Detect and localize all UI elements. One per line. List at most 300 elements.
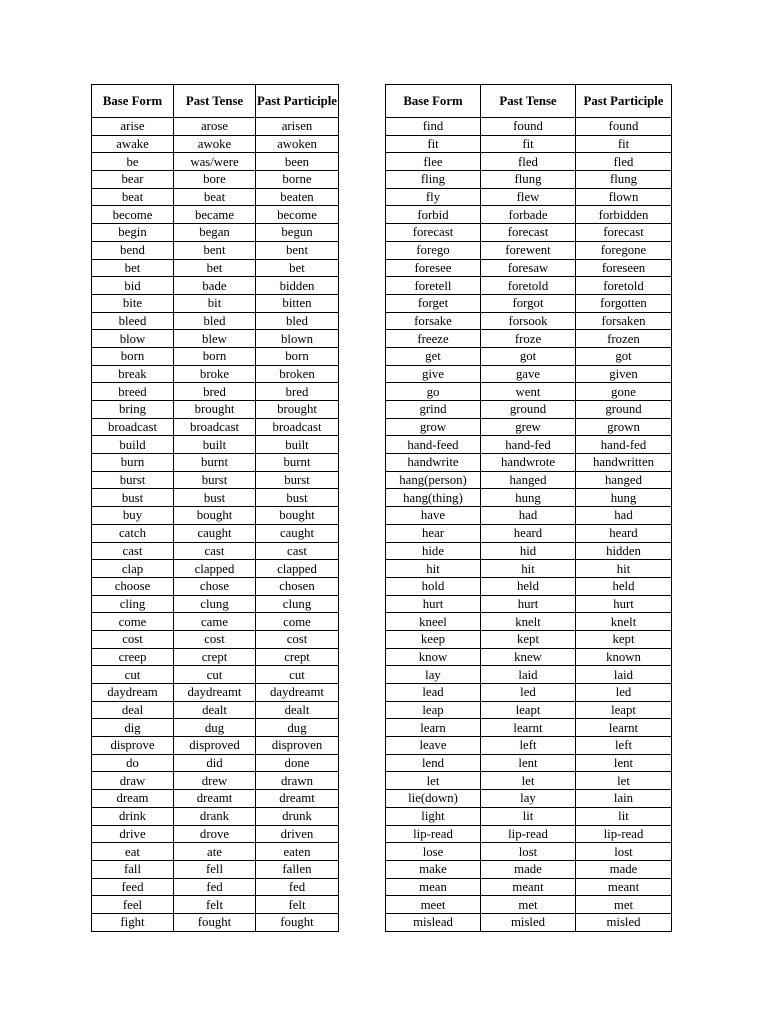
table-row	[386, 224, 672, 242]
past-participle-cell: lit	[576, 807, 672, 825]
past-tense-cell: chose	[174, 577, 256, 595]
past-participle-cell: eaten	[256, 843, 339, 861]
past-tense-cell: forewent	[481, 241, 576, 259]
past-participle-cell: clapped	[256, 560, 339, 578]
past-participle-cell: forgotten	[576, 294, 672, 312]
past-participle-cell: leapt	[576, 701, 672, 719]
base-form-cell: hold	[386, 577, 481, 595]
past-participle-cell: forbidden	[576, 206, 672, 224]
base-form-cell: broadcast	[92, 418, 174, 436]
past-tense-cell: brought	[174, 401, 256, 419]
base-form-cell: fling	[386, 171, 481, 189]
base-form-cell: dream	[92, 790, 174, 808]
past-tense-cell: built	[174, 436, 256, 454]
past-participle-cell: cut	[256, 666, 339, 684]
past-tense-cell: clung	[174, 595, 256, 613]
base-form-cell: drive	[92, 825, 174, 843]
past-tense-cell: flew	[481, 188, 576, 206]
base-form-cell: lead	[386, 684, 481, 702]
base-form-cell: burst	[92, 471, 174, 489]
table-row	[386, 118, 672, 136]
table-row	[386, 330, 672, 348]
table-row	[386, 259, 672, 277]
past-tense-cell: fell	[174, 860, 256, 878]
past-tense-cell: cast	[174, 542, 256, 560]
table-row	[92, 701, 339, 719]
past-tense-cell: felt	[174, 896, 256, 914]
past-participle-cell: hidden	[576, 542, 672, 560]
past-participle-cell: lain	[576, 790, 672, 808]
base-form-cell: foretell	[386, 277, 481, 295]
base-form-cell: mislead	[386, 913, 481, 931]
past-participle-cell: ground	[576, 401, 672, 419]
past-tense-cell: bet	[174, 259, 256, 277]
base-form-cell: bust	[92, 489, 174, 507]
base-form-cell: beat	[92, 188, 174, 206]
base-form-cell: keep	[386, 630, 481, 648]
table-row	[386, 542, 672, 560]
base-form-cell: grow	[386, 418, 481, 436]
past-tense-cell: dreamt	[174, 790, 256, 808]
table-row	[386, 241, 672, 259]
past-tense-cell: disproved	[174, 737, 256, 755]
base-form-cell: choose	[92, 577, 174, 595]
past-tense-cell: hid	[481, 542, 576, 560]
past-participle-cell: kept	[576, 630, 672, 648]
past-participle-cell: dug	[256, 719, 339, 737]
table-row	[92, 577, 339, 595]
table-row	[92, 524, 339, 542]
table-row	[386, 383, 672, 401]
base-form-cell: deal	[92, 701, 174, 719]
past-participle-cell: fled	[576, 153, 672, 171]
past-tense-cell: bit	[174, 294, 256, 312]
base-form-cell: drink	[92, 807, 174, 825]
base-form-cell: become	[92, 206, 174, 224]
base-form-cell: forget	[386, 294, 481, 312]
past-tense-cell: lost	[481, 843, 576, 861]
table-row	[92, 560, 339, 578]
past-participle-cell: grown	[576, 418, 672, 436]
base-form-cell: get	[386, 347, 481, 365]
table-row	[92, 807, 339, 825]
table-row	[92, 595, 339, 613]
past-tense-cell: left	[481, 737, 576, 755]
base-form-cell: lip-read	[386, 825, 481, 843]
past-tense-cell: drank	[174, 807, 256, 825]
table-row	[386, 401, 672, 419]
past-tense-cell: forgot	[481, 294, 576, 312]
verb-table-left	[91, 84, 339, 932]
base-form-cell: bet	[92, 259, 174, 277]
past-tense-cell: became	[174, 206, 256, 224]
past-tense-cell: broadcast	[174, 418, 256, 436]
base-form-cell: kneel	[386, 613, 481, 631]
header-row	[92, 85, 339, 118]
past-participle-cell: crept	[256, 648, 339, 666]
past-participle-cell: forsaken	[576, 312, 672, 330]
past-participle-cell: bred	[256, 383, 339, 401]
table-row	[92, 294, 339, 312]
past-tense-cell: grew	[481, 418, 576, 436]
base-form-cell: meet	[386, 896, 481, 914]
past-participle-cell: flung	[576, 171, 672, 189]
past-participle-cell: bet	[256, 259, 339, 277]
past-tense-cell: got	[481, 347, 576, 365]
past-participle-cell: got	[576, 347, 672, 365]
past-tense-cell: hand-fed	[481, 436, 576, 454]
column-header-past-participle: Past Participle	[256, 85, 339, 118]
past-tense-cell: knew	[481, 648, 576, 666]
past-participle-cell: beaten	[256, 188, 339, 206]
past-participle-cell: awoken	[256, 135, 339, 153]
base-form-cell: catch	[92, 524, 174, 542]
past-participle-cell: drawn	[256, 772, 339, 790]
table-row	[386, 524, 672, 542]
past-tense-cell: hung	[481, 489, 576, 507]
past-tense-cell: lent	[481, 754, 576, 772]
past-tense-cell: bred	[174, 383, 256, 401]
past-participle-cell: been	[256, 153, 339, 171]
past-tense-cell: handwrote	[481, 454, 576, 472]
table-row	[92, 224, 339, 242]
past-tense-cell: led	[481, 684, 576, 702]
past-participle-cell: bust	[256, 489, 339, 507]
table-row	[386, 701, 672, 719]
past-tense-cell: forecast	[481, 224, 576, 242]
table-row	[92, 913, 339, 931]
table-row	[92, 436, 339, 454]
past-participle-cell: led	[576, 684, 672, 702]
base-form-cell: bend	[92, 241, 174, 259]
table-row	[92, 843, 339, 861]
table-row	[92, 489, 339, 507]
base-form-cell: arise	[92, 118, 174, 136]
base-form-cell: creep	[92, 648, 174, 666]
table-row	[92, 330, 339, 348]
past-participle-cell: cost	[256, 630, 339, 648]
past-tense-cell: arose	[174, 118, 256, 136]
base-form-cell: mean	[386, 878, 481, 896]
table-row	[386, 560, 672, 578]
past-participle-cell: laid	[576, 666, 672, 684]
past-participle-cell: brought	[256, 401, 339, 419]
past-participle-cell: fit	[576, 135, 672, 153]
base-form-cell: be	[92, 153, 174, 171]
table-row	[92, 259, 339, 277]
table-row	[386, 454, 672, 472]
past-participle-cell: had	[576, 507, 672, 525]
past-tense-cell: laid	[481, 666, 576, 684]
past-tense-cell: burnt	[174, 454, 256, 472]
past-participle-cell: bidden	[256, 277, 339, 295]
past-participle-cell: broken	[256, 365, 339, 383]
past-participle-cell: foreseen	[576, 259, 672, 277]
base-form-cell: have	[386, 507, 481, 525]
past-participle-cell: hung	[576, 489, 672, 507]
past-participle-cell: frozen	[576, 330, 672, 348]
header-row	[386, 85, 672, 118]
table-row	[92, 878, 339, 896]
table-row	[386, 436, 672, 454]
table-row	[386, 277, 672, 295]
base-form-cell: cast	[92, 542, 174, 560]
past-tense-cell: dug	[174, 719, 256, 737]
table-row	[386, 312, 672, 330]
table-row	[92, 860, 339, 878]
past-participle-cell: dreamt	[256, 790, 339, 808]
past-tense-cell: beat	[174, 188, 256, 206]
base-form-cell: freeze	[386, 330, 481, 348]
base-form-cell: let	[386, 772, 481, 790]
past-tense-cell: daydreamt	[174, 684, 256, 702]
past-participle-cell: burnt	[256, 454, 339, 472]
past-participle-cell: driven	[256, 825, 339, 843]
table-row	[92, 896, 339, 914]
past-tense-cell: lay	[481, 790, 576, 808]
base-form-cell: leave	[386, 737, 481, 755]
base-form-cell: come	[92, 613, 174, 631]
table-row	[92, 542, 339, 560]
table-row	[92, 206, 339, 224]
column-header-past-tense: Past Tense	[174, 85, 256, 118]
base-form-cell: feed	[92, 878, 174, 896]
past-tense-cell: did	[174, 754, 256, 772]
base-form-cell: give	[386, 365, 481, 383]
past-tense-cell: lip-read	[481, 825, 576, 843]
past-tense-cell: knelt	[481, 613, 576, 631]
past-tense-cell: drove	[174, 825, 256, 843]
past-participle-cell: bitten	[256, 294, 339, 312]
column-header-base-form: Base Form	[386, 85, 481, 118]
base-form-cell: bear	[92, 171, 174, 189]
base-form-cell: draw	[92, 772, 174, 790]
past-participle-cell: met	[576, 896, 672, 914]
past-participle-cell: foregone	[576, 241, 672, 259]
base-form-cell: lie(down)	[386, 790, 481, 808]
column-header-past-participle: Past Participle	[576, 85, 672, 118]
base-form-cell: flee	[386, 153, 481, 171]
base-form-cell: bite	[92, 294, 174, 312]
past-participle-cell: meant	[576, 878, 672, 896]
base-form-cell: know	[386, 648, 481, 666]
past-tense-cell: ate	[174, 843, 256, 861]
table-row	[92, 719, 339, 737]
table-row	[92, 737, 339, 755]
past-tense-cell: went	[481, 383, 576, 401]
table-row	[386, 171, 672, 189]
base-form-cell: lend	[386, 754, 481, 772]
base-form-cell: awake	[92, 135, 174, 153]
past-tense-cell: made	[481, 860, 576, 878]
past-participle-cell: cast	[256, 542, 339, 560]
past-tense-cell: bought	[174, 507, 256, 525]
table-row	[386, 294, 672, 312]
past-tense-cell: found	[481, 118, 576, 136]
past-participle-cell: blown	[256, 330, 339, 348]
base-form-cell: hang(person)	[386, 471, 481, 489]
table-row	[92, 347, 339, 365]
table-row	[386, 188, 672, 206]
table-row	[386, 719, 672, 737]
table-row	[386, 843, 672, 861]
past-participle-cell: borne	[256, 171, 339, 189]
table-row	[92, 277, 339, 295]
table-row	[386, 153, 672, 171]
past-tense-cell: foretold	[481, 277, 576, 295]
past-tense-cell: came	[174, 613, 256, 631]
past-participle-cell: misled	[576, 913, 672, 931]
base-form-cell: foresee	[386, 259, 481, 277]
past-participle-cell: daydreamt	[256, 684, 339, 702]
table-row	[92, 630, 339, 648]
past-tense-cell: kept	[481, 630, 576, 648]
column-header-base-form: Base Form	[92, 85, 174, 118]
past-tense-cell: crept	[174, 648, 256, 666]
past-participle-cell: dealt	[256, 701, 339, 719]
past-participle-cell: made	[576, 860, 672, 878]
table-row	[386, 507, 672, 525]
past-participle-cell: knelt	[576, 613, 672, 631]
past-participle-cell: lent	[576, 754, 672, 772]
past-tense-cell: clapped	[174, 560, 256, 578]
past-tense-cell: caught	[174, 524, 256, 542]
past-participle-cell: hit	[576, 560, 672, 578]
past-tense-cell: heard	[481, 524, 576, 542]
table-row	[92, 772, 339, 790]
table-row	[92, 790, 339, 808]
base-form-cell: forbid	[386, 206, 481, 224]
past-participle-cell: done	[256, 754, 339, 772]
table-row	[92, 648, 339, 666]
table-row	[386, 489, 672, 507]
table-row	[386, 754, 672, 772]
table-row	[386, 896, 672, 914]
table-row	[92, 666, 339, 684]
table-row	[386, 684, 672, 702]
past-tense-cell: bent	[174, 241, 256, 259]
table-row	[92, 418, 339, 436]
past-participle-cell: foretold	[576, 277, 672, 295]
table-row	[386, 878, 672, 896]
past-participle-cell: lost	[576, 843, 672, 861]
past-participle-cell: given	[576, 365, 672, 383]
past-participle-cell: let	[576, 772, 672, 790]
past-tense-cell: was/were	[174, 153, 256, 171]
past-participle-cell: fed	[256, 878, 339, 896]
base-form-cell: breed	[92, 383, 174, 401]
base-form-cell: hurt	[386, 595, 481, 613]
base-form-cell: dig	[92, 719, 174, 737]
base-form-cell: hide	[386, 542, 481, 560]
base-form-cell: lose	[386, 843, 481, 861]
past-participle-cell: clung	[256, 595, 339, 613]
past-tense-cell: lit	[481, 807, 576, 825]
past-tense-cell: bore	[174, 171, 256, 189]
past-tense-cell: let	[481, 772, 576, 790]
table-row	[386, 807, 672, 825]
table-row	[386, 613, 672, 631]
base-form-cell: hear	[386, 524, 481, 542]
base-form-cell: burn	[92, 454, 174, 472]
table-row	[92, 754, 339, 772]
past-participle-cell: drunk	[256, 807, 339, 825]
past-tense-cell: misled	[481, 913, 576, 931]
past-participle-cell: born	[256, 347, 339, 365]
base-form-cell: hand-feed	[386, 436, 481, 454]
base-form-cell: grind	[386, 401, 481, 419]
table-row	[386, 913, 672, 931]
base-form-cell: bleed	[92, 312, 174, 330]
table-row	[92, 153, 339, 171]
base-form-cell: build	[92, 436, 174, 454]
table-row	[386, 471, 672, 489]
base-form-cell: fight	[92, 913, 174, 931]
base-form-cell: fall	[92, 860, 174, 878]
past-participle-cell: held	[576, 577, 672, 595]
past-tense-cell: meant	[481, 878, 576, 896]
past-participle-cell: flown	[576, 188, 672, 206]
past-tense-cell: fed	[174, 878, 256, 896]
base-form-cell: fit	[386, 135, 481, 153]
column-header-past-tense: Past Tense	[481, 85, 576, 118]
past-tense-cell: foresaw	[481, 259, 576, 277]
base-form-cell: handwrite	[386, 454, 481, 472]
table-body	[92, 118, 339, 932]
table-row	[386, 772, 672, 790]
base-form-cell: eat	[92, 843, 174, 861]
past-tense-cell: leapt	[481, 701, 576, 719]
table-row	[92, 825, 339, 843]
past-participle-cell: hurt	[576, 595, 672, 613]
past-tense-cell: held	[481, 577, 576, 595]
base-form-cell: fly	[386, 188, 481, 206]
past-tense-cell: bust	[174, 489, 256, 507]
verb-table-right	[385, 84, 672, 932]
table-row	[92, 188, 339, 206]
table-row	[386, 790, 672, 808]
table-row	[386, 825, 672, 843]
past-participle-cell: hand-fed	[576, 436, 672, 454]
past-tense-cell: hanged	[481, 471, 576, 489]
past-tense-cell: forsook	[481, 312, 576, 330]
table-row	[92, 613, 339, 631]
table-row	[386, 595, 672, 613]
past-participle-cell: fallen	[256, 860, 339, 878]
table-row	[386, 666, 672, 684]
past-participle-cell: become	[256, 206, 339, 224]
base-form-cell: born	[92, 347, 174, 365]
base-form-cell: forsake	[386, 312, 481, 330]
past-tense-cell: fought	[174, 913, 256, 931]
past-participle-cell: bled	[256, 312, 339, 330]
past-tense-cell: gave	[481, 365, 576, 383]
table-row	[386, 630, 672, 648]
past-tense-cell: bade	[174, 277, 256, 295]
base-form-cell: light	[386, 807, 481, 825]
base-form-cell: hang(thing)	[386, 489, 481, 507]
table-row	[92, 171, 339, 189]
past-tense-cell: drew	[174, 772, 256, 790]
past-tense-cell: blew	[174, 330, 256, 348]
table-row	[386, 648, 672, 666]
past-tense-cell: awoke	[174, 135, 256, 153]
table-row	[92, 135, 339, 153]
table-body	[386, 118, 672, 932]
past-tense-cell: bled	[174, 312, 256, 330]
past-participle-cell: built	[256, 436, 339, 454]
base-form-cell: disprove	[92, 737, 174, 755]
